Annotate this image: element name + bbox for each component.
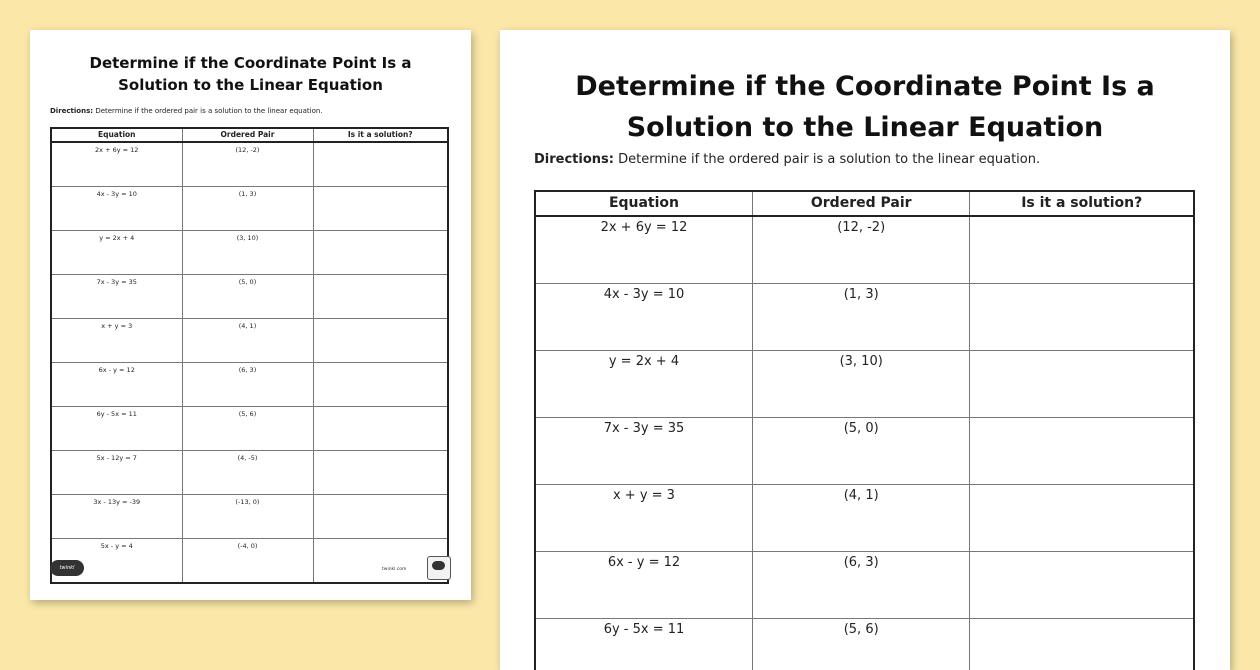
equation-cell: 5x - 12y = 7 xyxy=(51,451,182,495)
table-row xyxy=(535,284,1194,351)
answer-cell xyxy=(970,485,1194,552)
answer-cell xyxy=(313,142,448,187)
equation-cell: 4x - 3y = 10 xyxy=(51,187,182,231)
table-row xyxy=(535,216,1194,284)
answer-cell xyxy=(970,619,1194,670)
table-header-row xyxy=(51,128,448,142)
pair-cell: (12, -2) xyxy=(182,142,313,187)
table-row xyxy=(51,495,448,539)
badge-icon xyxy=(427,556,451,580)
pair-cell: (4, 1) xyxy=(752,485,969,552)
table-row xyxy=(51,363,448,407)
table-row xyxy=(51,539,448,584)
pair-cell: (5, 6) xyxy=(182,407,313,451)
pair-cell: (5, 0) xyxy=(752,418,969,485)
answer-cell xyxy=(313,319,448,363)
answer-cell xyxy=(970,216,1194,284)
pair-cell: (4, -5) xyxy=(182,451,313,495)
answer-cell xyxy=(313,231,448,275)
table-row xyxy=(535,418,1194,485)
pair-cell: (1, 3) xyxy=(182,187,313,231)
worksheet-title xyxy=(30,52,471,96)
table-row xyxy=(535,485,1194,552)
pair-cell: (5, 0) xyxy=(182,275,313,319)
equation-cell: 7x - 3y = 35 xyxy=(535,418,752,485)
table-row xyxy=(51,319,448,363)
answer-cell xyxy=(313,275,448,319)
title-line-1: Determine if the Coordinate Point Is a xyxy=(30,52,471,74)
worksheet-title xyxy=(500,66,1230,148)
answer-cell xyxy=(970,552,1194,619)
title-line-1: Determine if the Coordinate Point Is a xyxy=(500,66,1230,107)
answer-cell xyxy=(970,284,1194,351)
table-row xyxy=(535,619,1194,670)
pair-cell: (-13, 0) xyxy=(182,495,313,539)
header-ordered-pair: Ordered Pair xyxy=(752,191,969,216)
equation-cell: 3x - 13y = -39 xyxy=(51,495,182,539)
title-line-2: Solution to the Linear Equation xyxy=(500,107,1230,148)
equation-cell: 6x - y = 12 xyxy=(51,363,182,407)
header-ordered-pair: Ordered Pair xyxy=(182,128,313,142)
twinkl-logo: twinkl xyxy=(50,560,84,576)
equation-cell: 6x - y = 12 xyxy=(535,552,752,619)
worksheet-preview-small xyxy=(30,30,471,600)
table-row xyxy=(51,407,448,451)
pair-cell: (5, 6) xyxy=(752,619,969,670)
pair-cell: (3, 10) xyxy=(182,231,313,275)
header-is-solution: Is it a solution? xyxy=(970,191,1194,216)
worksheet-table xyxy=(534,190,1195,670)
footer-url: twinkl.com xyxy=(382,567,406,572)
header-is-solution: Is it a solution? xyxy=(313,128,448,142)
title-line-2: Solution to the Linear Equation xyxy=(30,74,471,96)
table-row xyxy=(51,231,448,275)
equation-cell: 7x - 3y = 35 xyxy=(51,275,182,319)
equation-cell: 6y - 5x = 11 xyxy=(51,407,182,451)
worksheet-table xyxy=(50,127,449,584)
equation-cell: 6y - 5x = 11 xyxy=(535,619,752,670)
header-equation: Equation xyxy=(51,128,182,142)
directions-text: Determine if the ordered pair is a solution to the linear equation. xyxy=(618,152,1040,167)
pair-cell: (1, 3) xyxy=(752,284,969,351)
equation-cell: y = 2x + 4 xyxy=(535,351,752,418)
directions xyxy=(50,107,323,115)
equation-cell: 4x - 3y = 10 xyxy=(535,284,752,351)
directions-text: Determine if the ordered pair is a solution to the linear equation. xyxy=(95,107,322,115)
answer-cell xyxy=(313,407,448,451)
answer-cell xyxy=(313,187,448,231)
table-row xyxy=(51,275,448,319)
directions xyxy=(534,152,1040,167)
directions-label: Directions: xyxy=(534,152,614,167)
header-equation: Equation xyxy=(535,191,752,216)
pair-cell: (-4, 0) xyxy=(182,539,313,584)
pair-cell: (6, 3) xyxy=(752,552,969,619)
equation-cell: x + y = 3 xyxy=(535,485,752,552)
table-row xyxy=(51,142,448,187)
answer-cell xyxy=(313,495,448,539)
table-row xyxy=(51,187,448,231)
pair-cell: (12, -2) xyxy=(752,216,969,284)
answer-cell xyxy=(970,351,1194,418)
table-header-row xyxy=(535,191,1194,216)
answer-cell xyxy=(313,363,448,407)
pair-cell: (3, 10) xyxy=(752,351,969,418)
pair-cell: (6, 3) xyxy=(182,363,313,407)
worksheet-preview-large xyxy=(500,30,1230,670)
equation-cell: x + y = 3 xyxy=(51,319,182,363)
table-row xyxy=(535,552,1194,619)
equation-cell: 2x + 6y = 12 xyxy=(535,216,752,284)
answer-cell xyxy=(313,451,448,495)
equation-cell: 2x + 6y = 12 xyxy=(51,142,182,187)
answer-cell xyxy=(970,418,1194,485)
pair-cell: (4, 1) xyxy=(182,319,313,363)
equation-cell: y = 2x + 4 xyxy=(51,231,182,275)
table-row xyxy=(51,451,448,495)
directions-label: Directions: xyxy=(50,107,93,115)
table-row xyxy=(535,351,1194,418)
equation-cell: 5x - y = 4 xyxy=(51,539,182,584)
